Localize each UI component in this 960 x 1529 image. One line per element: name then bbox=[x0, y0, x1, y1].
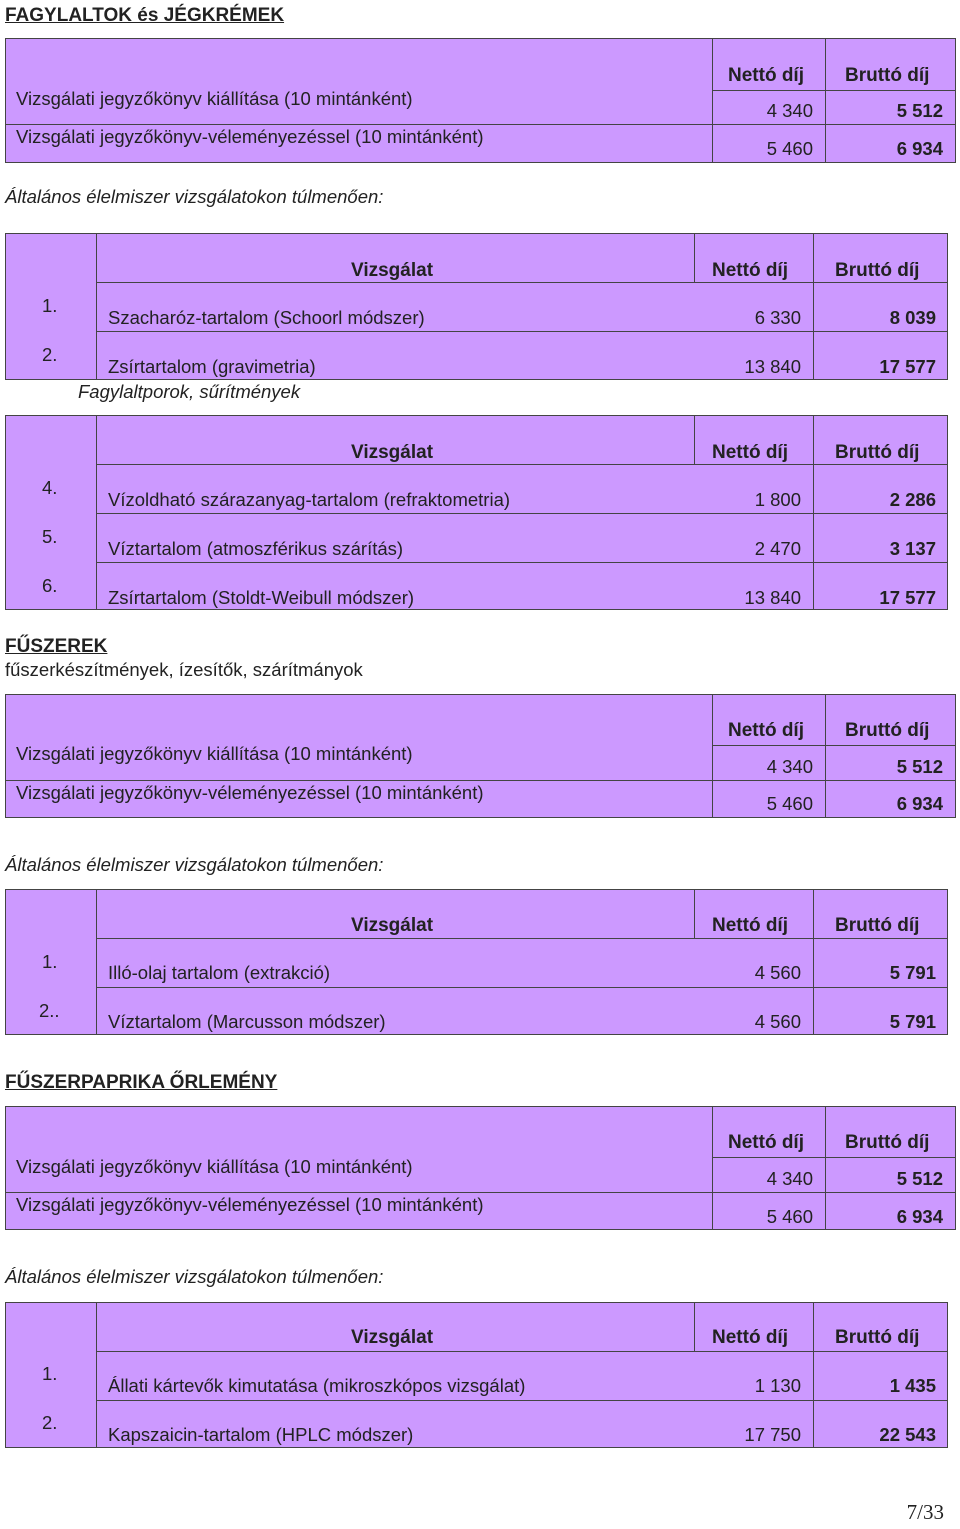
row-name: Illó-olaj tartalom (extrakció) bbox=[108, 962, 331, 983]
section-title-paprika: FŰSZERPAPRIKA ŐRLEMÉNY bbox=[5, 1072, 278, 1093]
row-name: Szacharóz-tartalom (Schoorl módszer) bbox=[108, 307, 425, 328]
col-netto: Nettó díj bbox=[712, 442, 788, 463]
col-vizsgalat: Vizsgálat bbox=[351, 260, 434, 281]
row-brutto: 3 137 bbox=[889, 538, 936, 559]
row-brutto: 8 039 bbox=[889, 307, 936, 328]
row-netto: 1 130 bbox=[754, 1375, 801, 1396]
row-netto: 2 470 bbox=[754, 538, 801, 559]
note-altalanos-1: Általános élelmiszer vizsgálatokon túlmenően: bbox=[5, 186, 384, 207]
row-name: Víztartalom (Marcusson módszer) bbox=[108, 1011, 386, 1032]
row-brutto: 5 791 bbox=[889, 1011, 936, 1032]
col-netto: Nettó díj bbox=[728, 1132, 804, 1153]
page-number: 7/33 bbox=[906, 1500, 944, 1524]
subsection-fagylaltporok: Fagylaltporok, sűrítmények bbox=[78, 381, 301, 402]
section-title-fagylaltok: FAGYLALTOK és JÉGKRÉMEK bbox=[5, 5, 285, 26]
row-brutto: 1 435 bbox=[889, 1375, 936, 1396]
note-altalanos-3: Általános élelmiszer vizsgálatokon túlmenően: bbox=[5, 1266, 384, 1287]
col-vizsgalat: Vizsgálat bbox=[351, 442, 434, 463]
report-row-1-netto: 4 340 bbox=[766, 756, 813, 777]
note-altalanos-2: Általános élelmiszer vizsgálatokon túlmenően: bbox=[5, 854, 384, 875]
col-netto: Nettó díj bbox=[728, 65, 804, 86]
report-row-1-brutto: 5 512 bbox=[896, 756, 943, 777]
row-netto: 13 840 bbox=[744, 356, 801, 377]
report-row-1-brutto: 5 512 bbox=[896, 100, 943, 121]
col-netto: Nettó díj bbox=[712, 1327, 788, 1348]
col-brutto: Bruttó díj bbox=[835, 260, 920, 281]
report-row-1: Vizsgálati jegyzőkönyv kiállítása (10 mintánként) bbox=[16, 743, 413, 764]
row-number: 6. bbox=[42, 575, 58, 596]
row-number: 2. bbox=[42, 344, 58, 365]
col-brutto: Bruttó díj bbox=[845, 1132, 930, 1153]
report-row-1: Vizsgálati jegyzőkönyv kiállítása (10 mintánként) bbox=[16, 88, 413, 109]
row-netto: 6 330 bbox=[754, 307, 801, 328]
row-name: Víztartalom (atmoszférikus szárítás) bbox=[108, 538, 404, 559]
report-row-2: Vizsgálati jegyzőkönyv-véleményezéssel (10 mintánként) bbox=[16, 782, 484, 803]
report-row-2-netto: 5 460 bbox=[766, 1206, 813, 1227]
col-brutto: Bruttó díj bbox=[835, 1327, 920, 1348]
report-row-2-netto: 5 460 bbox=[766, 138, 813, 159]
report-row-2-brutto: 6 934 bbox=[896, 1206, 943, 1227]
row-netto: 4 560 bbox=[754, 962, 801, 983]
row-name: Kapszaicin-tartalom (HPLC módszer) bbox=[108, 1424, 414, 1445]
row-netto: 17 750 bbox=[744, 1424, 801, 1445]
col-vizsgalat: Vizsgálat bbox=[351, 915, 434, 936]
row-brutto: 2 286 bbox=[889, 489, 936, 510]
row-name: Állati kártevők kimutatása (mikroszkópos vizsgálat) bbox=[108, 1375, 526, 1396]
col-brutto: Bruttó díj bbox=[835, 915, 920, 936]
col-netto: Nettó díj bbox=[712, 260, 788, 281]
report-row-2-brutto: 6 934 bbox=[896, 793, 943, 814]
col-netto: Nettó díj bbox=[712, 915, 788, 936]
section-title-fuszerek: FŰSZEREK bbox=[5, 636, 108, 657]
row-name: Zsírtartalom (Stoldt-Weibull módszer) bbox=[108, 587, 415, 608]
row-brutto: 17 577 bbox=[879, 587, 936, 608]
row-number: 2.. bbox=[39, 1000, 60, 1021]
section-subtitle-fuszerek: fűszerkészítmények, ízesítők, szárítmányok bbox=[5, 659, 363, 680]
col-vizsgalat: Vizsgálat bbox=[351, 1327, 434, 1348]
report-row-1: Vizsgálati jegyzőkönyv kiállítása (10 mintánként) bbox=[16, 1156, 413, 1177]
col-netto: Nettó díj bbox=[728, 720, 804, 741]
row-brutto: 5 791 bbox=[889, 962, 936, 983]
report-row-2-brutto: 6 934 bbox=[896, 138, 943, 159]
row-netto: 4 560 bbox=[754, 1011, 801, 1032]
row-brutto: 22 543 bbox=[879, 1424, 936, 1445]
col-brutto: Bruttó díj bbox=[835, 442, 920, 463]
row-name: Vízoldható szárazanyag-tartalom (refraktometria) bbox=[108, 489, 511, 510]
row-number: 1. bbox=[42, 295, 58, 316]
row-number: 1. bbox=[42, 1363, 58, 1384]
row-number: 5. bbox=[42, 526, 58, 547]
col-brutto: Bruttó díj bbox=[845, 720, 930, 741]
report-row-1-brutto: 5 512 bbox=[896, 1168, 943, 1189]
row-number: 2. bbox=[42, 1412, 58, 1433]
report-row-1-netto: 4 340 bbox=[766, 1168, 813, 1189]
row-netto: 13 840 bbox=[744, 587, 801, 608]
row-name: Zsírtartalom (gravimetria) bbox=[108, 356, 316, 377]
col-brutto: Bruttó díj bbox=[845, 65, 930, 86]
row-netto: 1 800 bbox=[754, 489, 801, 510]
report-row-2-netto: 5 460 bbox=[766, 793, 813, 814]
row-number: 1. bbox=[42, 951, 58, 972]
row-number: 4. bbox=[42, 477, 58, 498]
report-row-1-netto: 4 340 bbox=[766, 100, 813, 121]
report-row-2: Vizsgálati jegyzőkönyv-véleményezéssel (10 mintánként) bbox=[16, 1194, 484, 1215]
report-row-2: Vizsgálati jegyzőkönyv-véleményezéssel (10 mintánként) bbox=[16, 126, 484, 147]
row-brutto: 17 577 bbox=[879, 356, 936, 377]
